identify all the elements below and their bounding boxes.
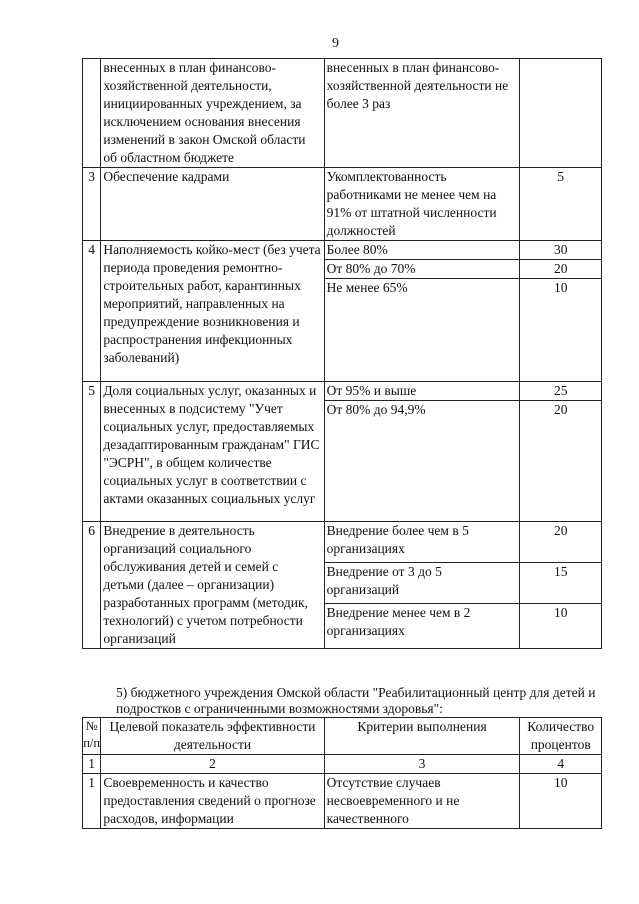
percent-cell: 5: [520, 168, 602, 241]
row-number-cell: 4: [83, 241, 101, 382]
percent-cell: [520, 59, 602, 168]
page-number: 9: [332, 36, 339, 51]
row-number-cell: 1: [83, 774, 101, 829]
row-number-cell: [83, 59, 101, 168]
efficiency-table-rehab-center: [82, 717, 602, 829]
criterion-cell: От 80% до 70%: [324, 260, 520, 279]
percent-cell: 10: [520, 604, 602, 649]
row-number-cell: 5: [83, 382, 101, 522]
criterion-cell: От 80% до 94,9%: [324, 401, 520, 522]
table-row: [83, 522, 602, 563]
table-row: [83, 382, 602, 401]
criterion-cell: Внедрение менее чем в 2 организациях: [324, 604, 520, 649]
indicator-cell: Доля социальных услуг, оказанных и внесенных в подсистему "Учет социальных услуг, предоставляемых дезадаптированным гражданам" ГИС "ЭСРН", в общем количестве социальных услуг в соответствии с актами оказанных социальных услуг: [101, 382, 324, 522]
indicator-cell: Своевременность и качество предоставления сведений о прогнозе расходов, информации: [101, 774, 324, 829]
criterion-cell: Внедрение от 3 до 5 организаций: [324, 563, 520, 604]
column-header: Критерии выполнения: [324, 718, 520, 755]
criterion-cell: Укомплектованность работниками не менее чем на 91% от штатной численности должностей: [324, 168, 520, 241]
column-header: Количество процентов: [520, 718, 602, 755]
criterion-cell: От 95% и выше: [324, 382, 520, 401]
column-number: 4: [520, 755, 602, 774]
percent-cell: 20: [520, 522, 602, 563]
criterion-cell: Внедрение более чем в 5 организациях: [324, 522, 520, 563]
criterion-cell: внесенных в план финансово-хозяйственной деятельности не более 3 раз: [324, 59, 520, 168]
percent-cell: 15: [520, 563, 602, 604]
percent-cell: 20: [520, 401, 602, 522]
indicator-cell: внесенных в план финансово-хозяйственной деятельности, инициированных учреждением, за исключением основания внесения изменений в закон Омской области об областном бюджете: [101, 59, 324, 168]
table-row: [83, 241, 602, 260]
row-number-cell: 3: [83, 168, 101, 241]
indicator-cell: Обеспечение кадрами: [101, 168, 324, 241]
table-row: [83, 59, 602, 168]
column-header: Целевой показатель эффективности деятельности: [101, 718, 324, 755]
percent-cell: 10: [520, 279, 602, 382]
section-heading-text: 5) бюджетного учреждения Омской области "Реабилитационный центр для детей и подростков с ограниченными возможностями здоровья":: [116, 685, 596, 716]
criterion-cell: Более 80%: [324, 241, 520, 260]
percent-cell: 10: [520, 774, 602, 829]
table-header-row: [83, 718, 602, 755]
column-number-row: [83, 755, 602, 774]
column-header: № п/п: [83, 718, 101, 755]
percent-cell: 30: [520, 241, 602, 260]
table-row: [83, 774, 602, 829]
percent-cell: 25: [520, 382, 602, 401]
indicator-cell: Наполняемость койко-мест (без учета периода проведения ремонтно-строительных работ, карантинных мероприятий, направленных на предупреждение возникновения и распространения инфекционных заболеваний): [101, 241, 324, 382]
column-number: 1: [83, 755, 101, 774]
row-number-cell: 6: [83, 522, 101, 649]
efficiency-table-continued: [82, 58, 602, 649]
criterion-cell: Не менее 65%: [324, 279, 520, 382]
indicator-cell: Внедрение в деятельность организаций социального обслуживания детей и семей с детьми (далее – организации) разработанных программ (методик, технологий) с учетом потребности организаций: [101, 522, 324, 649]
criterion-cell: Отсутствие случаев несвоевременного и не качественного: [324, 774, 520, 829]
column-number: 3: [324, 755, 520, 774]
section-heading: [82, 685, 607, 717]
percent-cell: 20: [520, 260, 602, 279]
column-number: 2: [101, 755, 324, 774]
table-row: [83, 168, 602, 241]
